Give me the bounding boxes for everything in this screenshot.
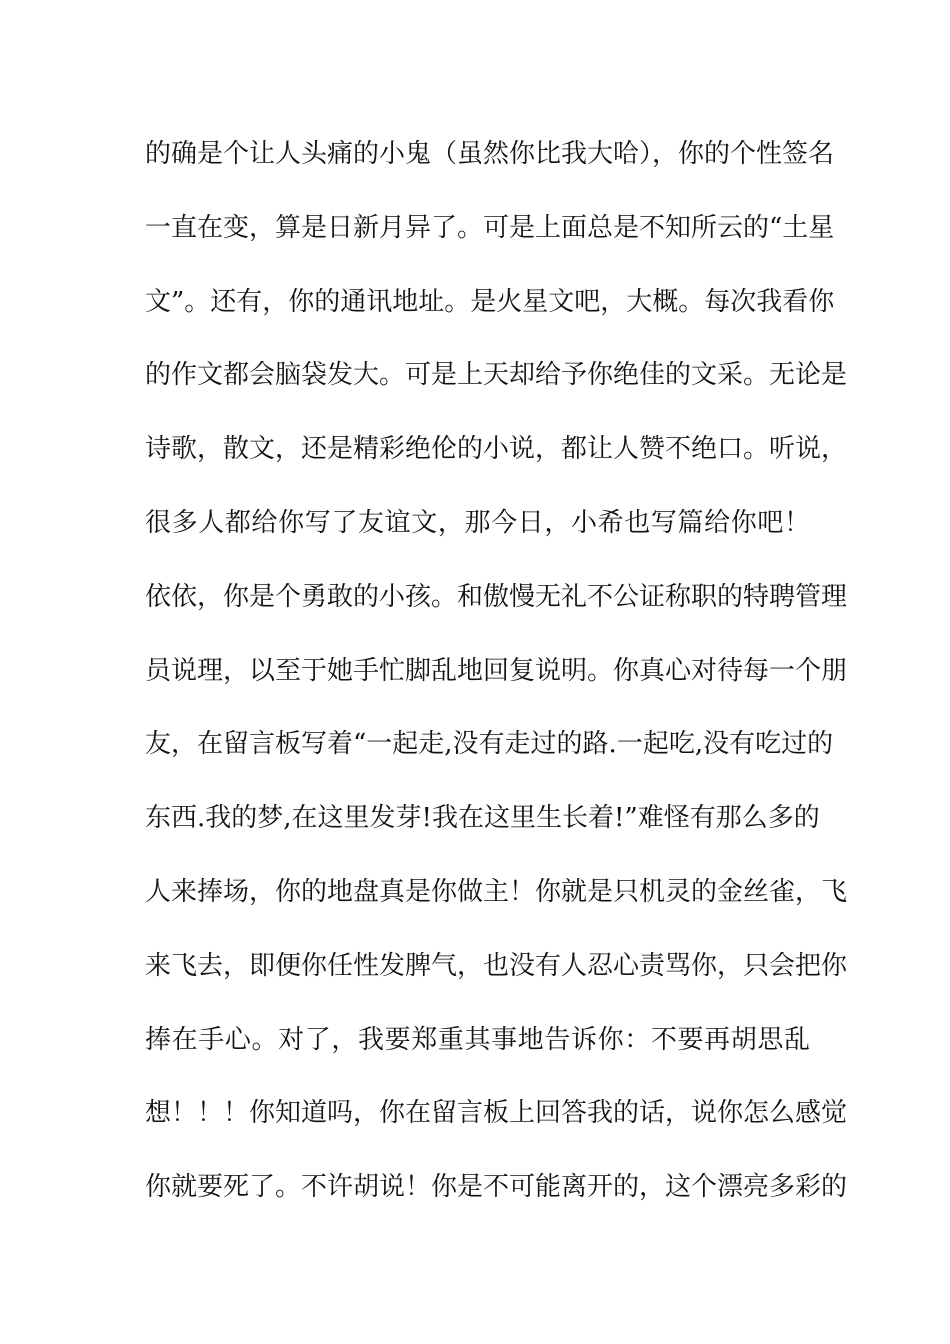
text-line: 你就要死了。不许胡说！你是不可能离开的，这个漂亮多彩的 [145, 1172, 848, 1203]
text-line: 诗歌，散文，还是精彩绝伦的小说，都让人赞不绝口。听说， [145, 434, 848, 465]
text-line: 捧在手心。对了，我要郑重其事地告诉你：不要再胡思乱 [145, 1024, 810, 1055]
text-line: 一直在变，算是日新月异了。可是上面总是不知所云的“土星 [145, 212, 835, 243]
text-line: 员说理，以至于她手忙脚乱地回复说明。你真心对待每一个朋 [145, 655, 848, 686]
text-line: 的作文都会脑袋发大。可是上天却给予你绝佳的文采。无论是 [145, 360, 848, 391]
text-line: 依依，你是个勇敢的小孩。和傲慢无礼不公证称职的特聘管理 [145, 581, 848, 612]
text-line: 人来捧场，你的地盘真是你做主！你就是只机灵的金丝雀，飞 [145, 876, 848, 907]
text-line: 东西.我的梦,在这里发芽!我在这里生长着!”难怪有那么多的 [145, 803, 820, 834]
text-line: 的确是个让人头痛的小鬼（虽然你比我大哈），你的个性签名 [145, 139, 835, 169]
text-line: 来飞去，即便你任性发脾气，也没有人忍心责骂你，只会把你 [145, 950, 848, 981]
text-line: 友，在留言板写着“一起走,没有走过的路.一起吃,没有吃过的 [145, 729, 834, 760]
text-line: 文”。还有，你的通讯地址。是火星文吧，大概。每次我看你 [145, 286, 835, 317]
text-line: 想！！！你知道吗，你在留言板上回答我的话，说你怎么感觉 [145, 1098, 848, 1129]
body-text [145, 128, 848, 1235]
text-line: 很多人都给你写了友谊文，那今日，小希也写篇给你吧！ [145, 507, 810, 538]
